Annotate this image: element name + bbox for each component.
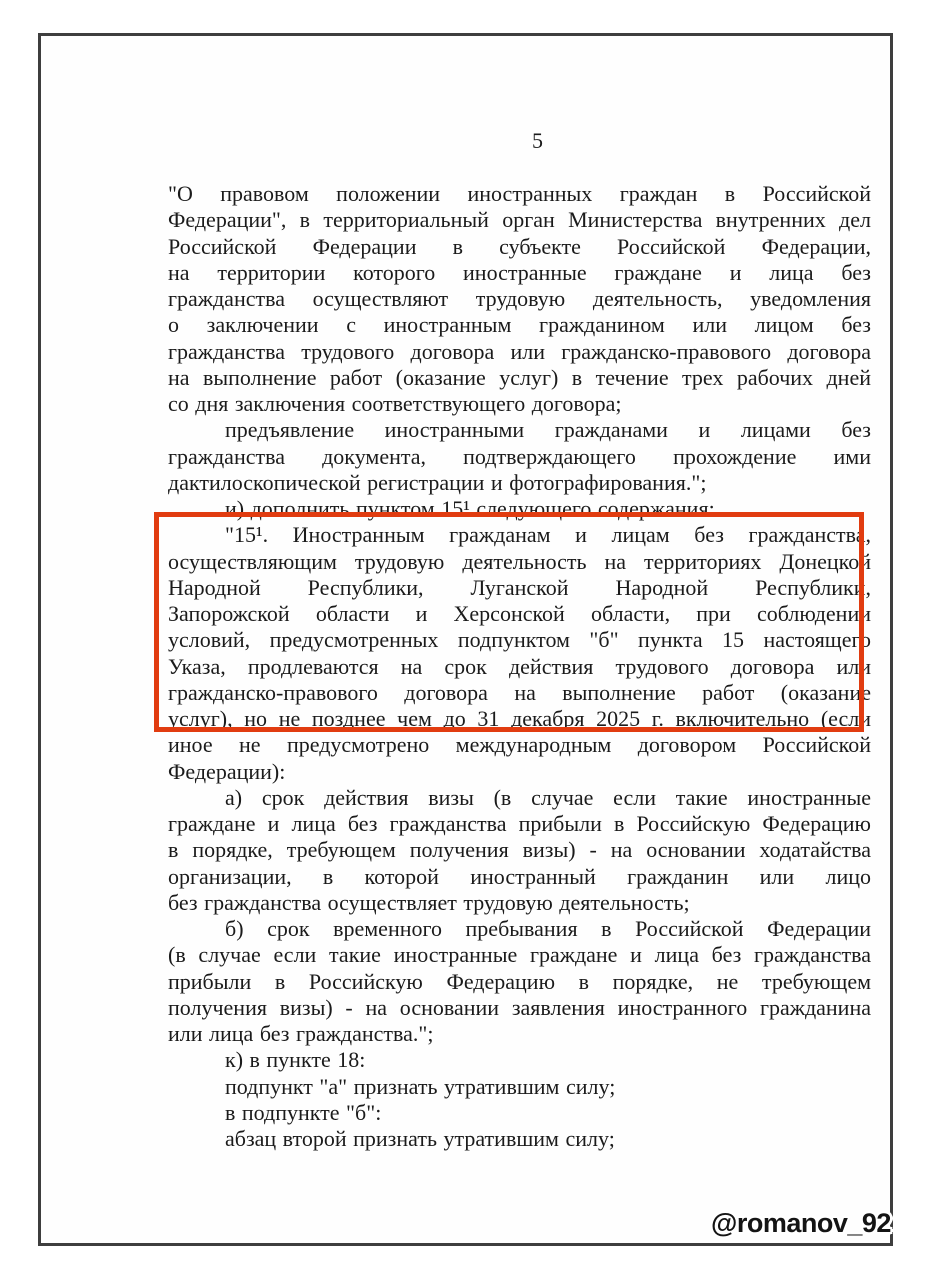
text-line: без гражданства осуществляет трудовую деятельность; xyxy=(168,889,690,915)
text-line: гражданско-правового договора на выполнение работ (оказание xyxy=(168,679,871,705)
text-line: гражданства трудового договора или гражданско-правового договора xyxy=(168,338,871,364)
text-line: организации, в которой иностранный гражданин или лицо xyxy=(168,863,871,889)
text-line: к) в пункте 18: xyxy=(225,1047,366,1073)
text-line: дактилоскопической регистрации и фотографирования."; xyxy=(168,469,707,495)
text-line: Запорожской области и Херсонской области, при соблюдении xyxy=(168,601,871,626)
text-line: Указа, продлеваются на срок действия трудового договора или xyxy=(168,653,871,679)
text-line: Российской Федерации в субъекте Российской Федерации, xyxy=(168,233,871,259)
text-line: на выполнение работ (оказание услуг) в течение трех рабочих дней xyxy=(168,364,871,390)
text-line: осуществляющим трудовую деятельность на территориях Донецкой xyxy=(168,548,871,574)
text-line: иное не предусмотрено международным договором Российской xyxy=(168,732,871,758)
text-line: условий, предусмотренных подпунктом "б" пункта 15 настоящего xyxy=(168,627,871,653)
page-number: 5 xyxy=(532,128,543,153)
watermark: @romanov_92 xyxy=(711,1208,891,1238)
text-line: граждане и лица без гражданства прибыли в Российскую Федерацию xyxy=(168,811,871,836)
text-line: гражданства документа, подтверждающего прохождение ими xyxy=(168,443,871,469)
text-line: на территории которого иностранные граждане и лица без xyxy=(168,259,871,285)
text-line: услуг), но не позднее чем до 31 декабря 2025 г. включительно (если xyxy=(168,706,871,731)
text-line: б) срок временного пребывания в Российской Федерации xyxy=(225,916,871,941)
text-line: (в случае если такие иностранные граждане и лица без гражданства xyxy=(168,942,871,968)
text-line: в порядке, требующем получения визы) - на основании ходатайства xyxy=(168,837,871,863)
text-line: "15¹. Иностранным гражданам и лицам без гражданства, xyxy=(225,522,871,548)
text-line: прибыли в Российскую Федерацию в порядке, не требующем xyxy=(168,968,871,994)
document-text xyxy=(168,181,871,1152)
text-line: в подпункте "б": xyxy=(225,1099,382,1125)
document-page xyxy=(38,33,893,1246)
text-line: предъявление иностранными гражданами и лицами без xyxy=(225,417,871,443)
text-line: Федерации", в территориальный орган Министерства внутренних дел xyxy=(168,207,871,233)
text-line: гражданства осуществляют трудовую деятельность, уведомления xyxy=(168,286,871,311)
text-line: подпункт "а" признать утратившим силу; xyxy=(225,1073,616,1099)
text-line: Народной Республики, Луганской Народной Республики, xyxy=(168,574,871,600)
text-line: Федерации): xyxy=(168,758,286,784)
text-line: а) срок действия визы (в случае если такие иностранные xyxy=(225,784,871,810)
text-line: о заключении с иностранным гражданином или лицом без xyxy=(168,312,871,338)
text-line: получения визы) - на основании заявления иностранного гражданина xyxy=(168,994,871,1020)
text-line: или лица без гражданства."; xyxy=(168,1021,434,1046)
text-line: абзац второй признать утратившим силу; xyxy=(225,1126,615,1151)
text-line: и) дополнить пунктом 15¹ следующего содержания: xyxy=(225,496,715,521)
text-line: "О правовом положении иностранных граждан в Российской xyxy=(168,181,871,206)
text-line: со дня заключения соответствующего договора; xyxy=(168,391,622,416)
